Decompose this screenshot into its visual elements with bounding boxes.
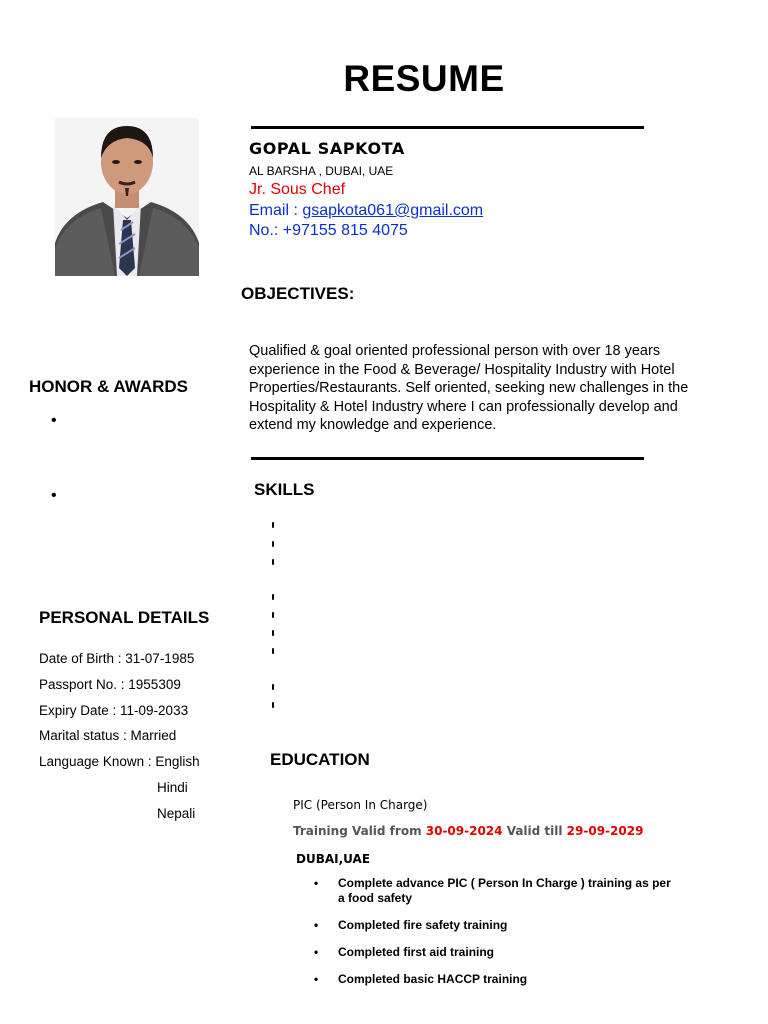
list-bullet: • — [314, 945, 319, 959]
list-bullet: • — [314, 972, 319, 986]
list-item-text: Completed first aid training — [338, 945, 495, 959]
marital-status: Marital status : Married — [39, 728, 177, 743]
training-prefix: Training Valid from — [293, 824, 426, 838]
phone-line: No.: +97155 815 4075 — [249, 222, 408, 239]
training-validity — [293, 824, 643, 838]
candidate-role: Jr. Sous Chef — [249, 181, 346, 198]
skill-bullet — [272, 594, 274, 600]
list-item — [314, 918, 674, 933]
list-bullet: • — [314, 876, 319, 890]
skill-bullet — [272, 612, 274, 618]
skills-rule — [251, 457, 644, 460]
list-item-text: Completed basic HACCP training — [338, 972, 528, 986]
skill-bullet — [272, 522, 274, 528]
honor-bullet: • — [51, 487, 57, 504]
languages-known: Language Known : English — [39, 754, 200, 769]
skill-bullet — [272, 559, 274, 565]
education-course: PIC (Person In Charge) — [293, 798, 428, 812]
header-rule — [251, 126, 644, 129]
objectives-text: Qualified & goal oriented professional person with over 18 years experience in the Food & Beverage/ Hospitality Industry with Hotel Properties/Restaurants. Self oriented, seeking new challenges in the Hospitality & Hotel Industry where I can professionally develop and extend my knowledge and experience. — [249, 343, 689, 434]
education-location: DUBAI,UAE — [296, 852, 371, 866]
objectives-heading: OBJECTIVES: — [241, 284, 355, 303]
honor-bullet: • — [51, 412, 57, 429]
valid-till-label: Valid till — [502, 824, 567, 838]
list-item-text: Completed fire safety training — [338, 918, 508, 932]
skill-bullet — [272, 684, 274, 690]
valid-from-date: 30-09-2024 — [425, 824, 503, 838]
honor-awards-heading: HONOR & AWARDS — [29, 377, 188, 396]
skills-heading: SKILLS — [254, 480, 315, 499]
language-nepali: Nepali — [157, 806, 196, 821]
list-item — [314, 876, 674, 906]
email-link[interactable]: gsapkota061@gmail.com — [302, 202, 484, 219]
date-of-birth: Date of Birth : 31-07-1985 — [39, 651, 195, 666]
passport-expiry: Expiry Date : 11-09-2033 — [39, 703, 189, 718]
candidate-address: AL BARSHA , DUBAI, UAE — [249, 164, 394, 178]
candidate-name: GOPAL SAPKOTA — [249, 139, 405, 158]
list-item — [314, 945, 674, 960]
profile-photo — [55, 118, 199, 276]
passport-number: Passport No. : 1955309 — [39, 677, 181, 692]
personal-details-heading: PERSONAL DETAILS — [39, 608, 210, 627]
training-list — [314, 876, 674, 999]
skill-bullet — [272, 630, 274, 636]
skill-bullet — [272, 702, 274, 708]
email-line — [249, 202, 483, 220]
skill-bullet — [272, 541, 274, 547]
list-item — [314, 972, 674, 987]
education-heading: EDUCATION — [270, 750, 370, 769]
skill-bullet — [272, 648, 274, 654]
valid-till-date: 29-09-2029 — [566, 824, 644, 838]
language-hindi: Hindi — [157, 780, 188, 795]
list-item-text: Complete advance PIC ( Person In Charge ) training as per a food safety — [338, 876, 671, 905]
resume-title: RESUME — [343, 58, 505, 99]
email-label: Email : — [249, 202, 303, 219]
list-bullet: • — [314, 918, 319, 932]
